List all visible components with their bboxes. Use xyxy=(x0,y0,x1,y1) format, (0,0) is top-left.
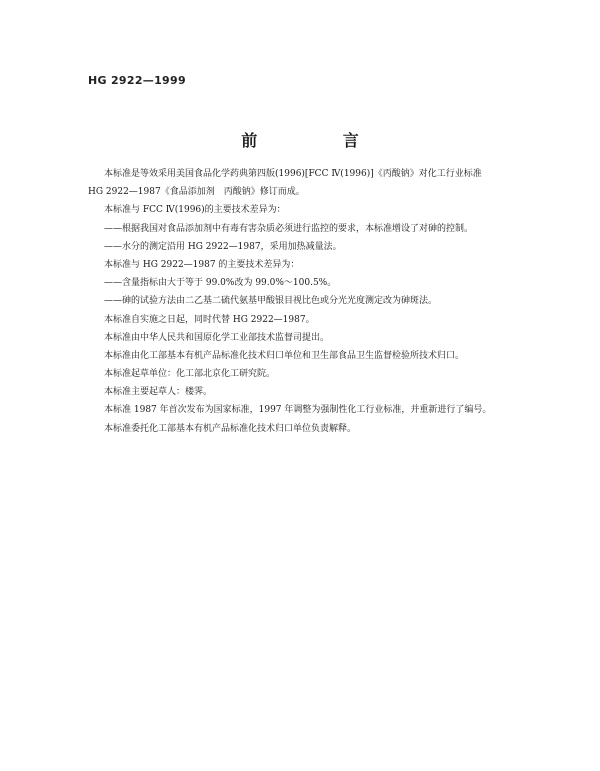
document-code: HG 2922—1999 xyxy=(88,74,186,87)
foreword-line: 本标准与 HG 2922—1987 的主要技术差异为： xyxy=(104,259,300,270)
foreword-line: 本标准由中华人民共和国原化学工业部技术监督司提出。 xyxy=(104,332,330,343)
foreword-line: 本标准主要起草人：楼霁。 xyxy=(104,387,213,398)
foreword-line: 本标准自实施之日起，同时代替 HG 2922—1987。 xyxy=(104,314,315,325)
foreword-line: 本标准 1987 年首次发布为国家标准，1997 年调整为强制性化工行业标准，并重新进行了编号。 xyxy=(104,405,492,416)
page-title: 前 言 xyxy=(241,131,399,150)
foreword-line: HG 2922—1987《食品添加剂 丙酸钠》修订而成。 xyxy=(88,187,305,198)
foreword-line: ——砷的试验方法由二乙基二硫代氨基甲酸银目视比色或分光光度测定改为砷斑法。 xyxy=(104,296,438,307)
foreword-line: 本标准起草单位：化工部北京化工研究院。 xyxy=(104,369,276,380)
foreword-line: 本标准与 FCC Ⅳ(1996)的主要技术差异为： xyxy=(104,205,286,216)
foreword-line: ——含量指标由大于等于 99.0%改为 99.0%～100.5%。 xyxy=(104,278,337,289)
foreword-line: ——根据我国对食品添加剂中有毒有害杂质必须进行监控的要求，本标准增设了对砷的控制。 xyxy=(104,223,474,234)
foreword-line: 本标准委托化工部基本有机产品标准化技术归口单位负责解释。 xyxy=(104,423,357,434)
foreword-line: ——水分的测定沿用 HG 2922—1987，采用加热减量法。 xyxy=(104,241,342,252)
foreword-body xyxy=(88,165,528,438)
foreword-line: 本标准由化工部基本有机产品标准化技术归口单位和卫生部食品卫生监督检验所技术归口。 xyxy=(104,350,465,361)
foreword-line: 本标准是等效采用美国食品化学药典第四版(1996)[FCC Ⅳ(1996)]《丙酸钠》对化工行业标准 xyxy=(104,169,482,179)
